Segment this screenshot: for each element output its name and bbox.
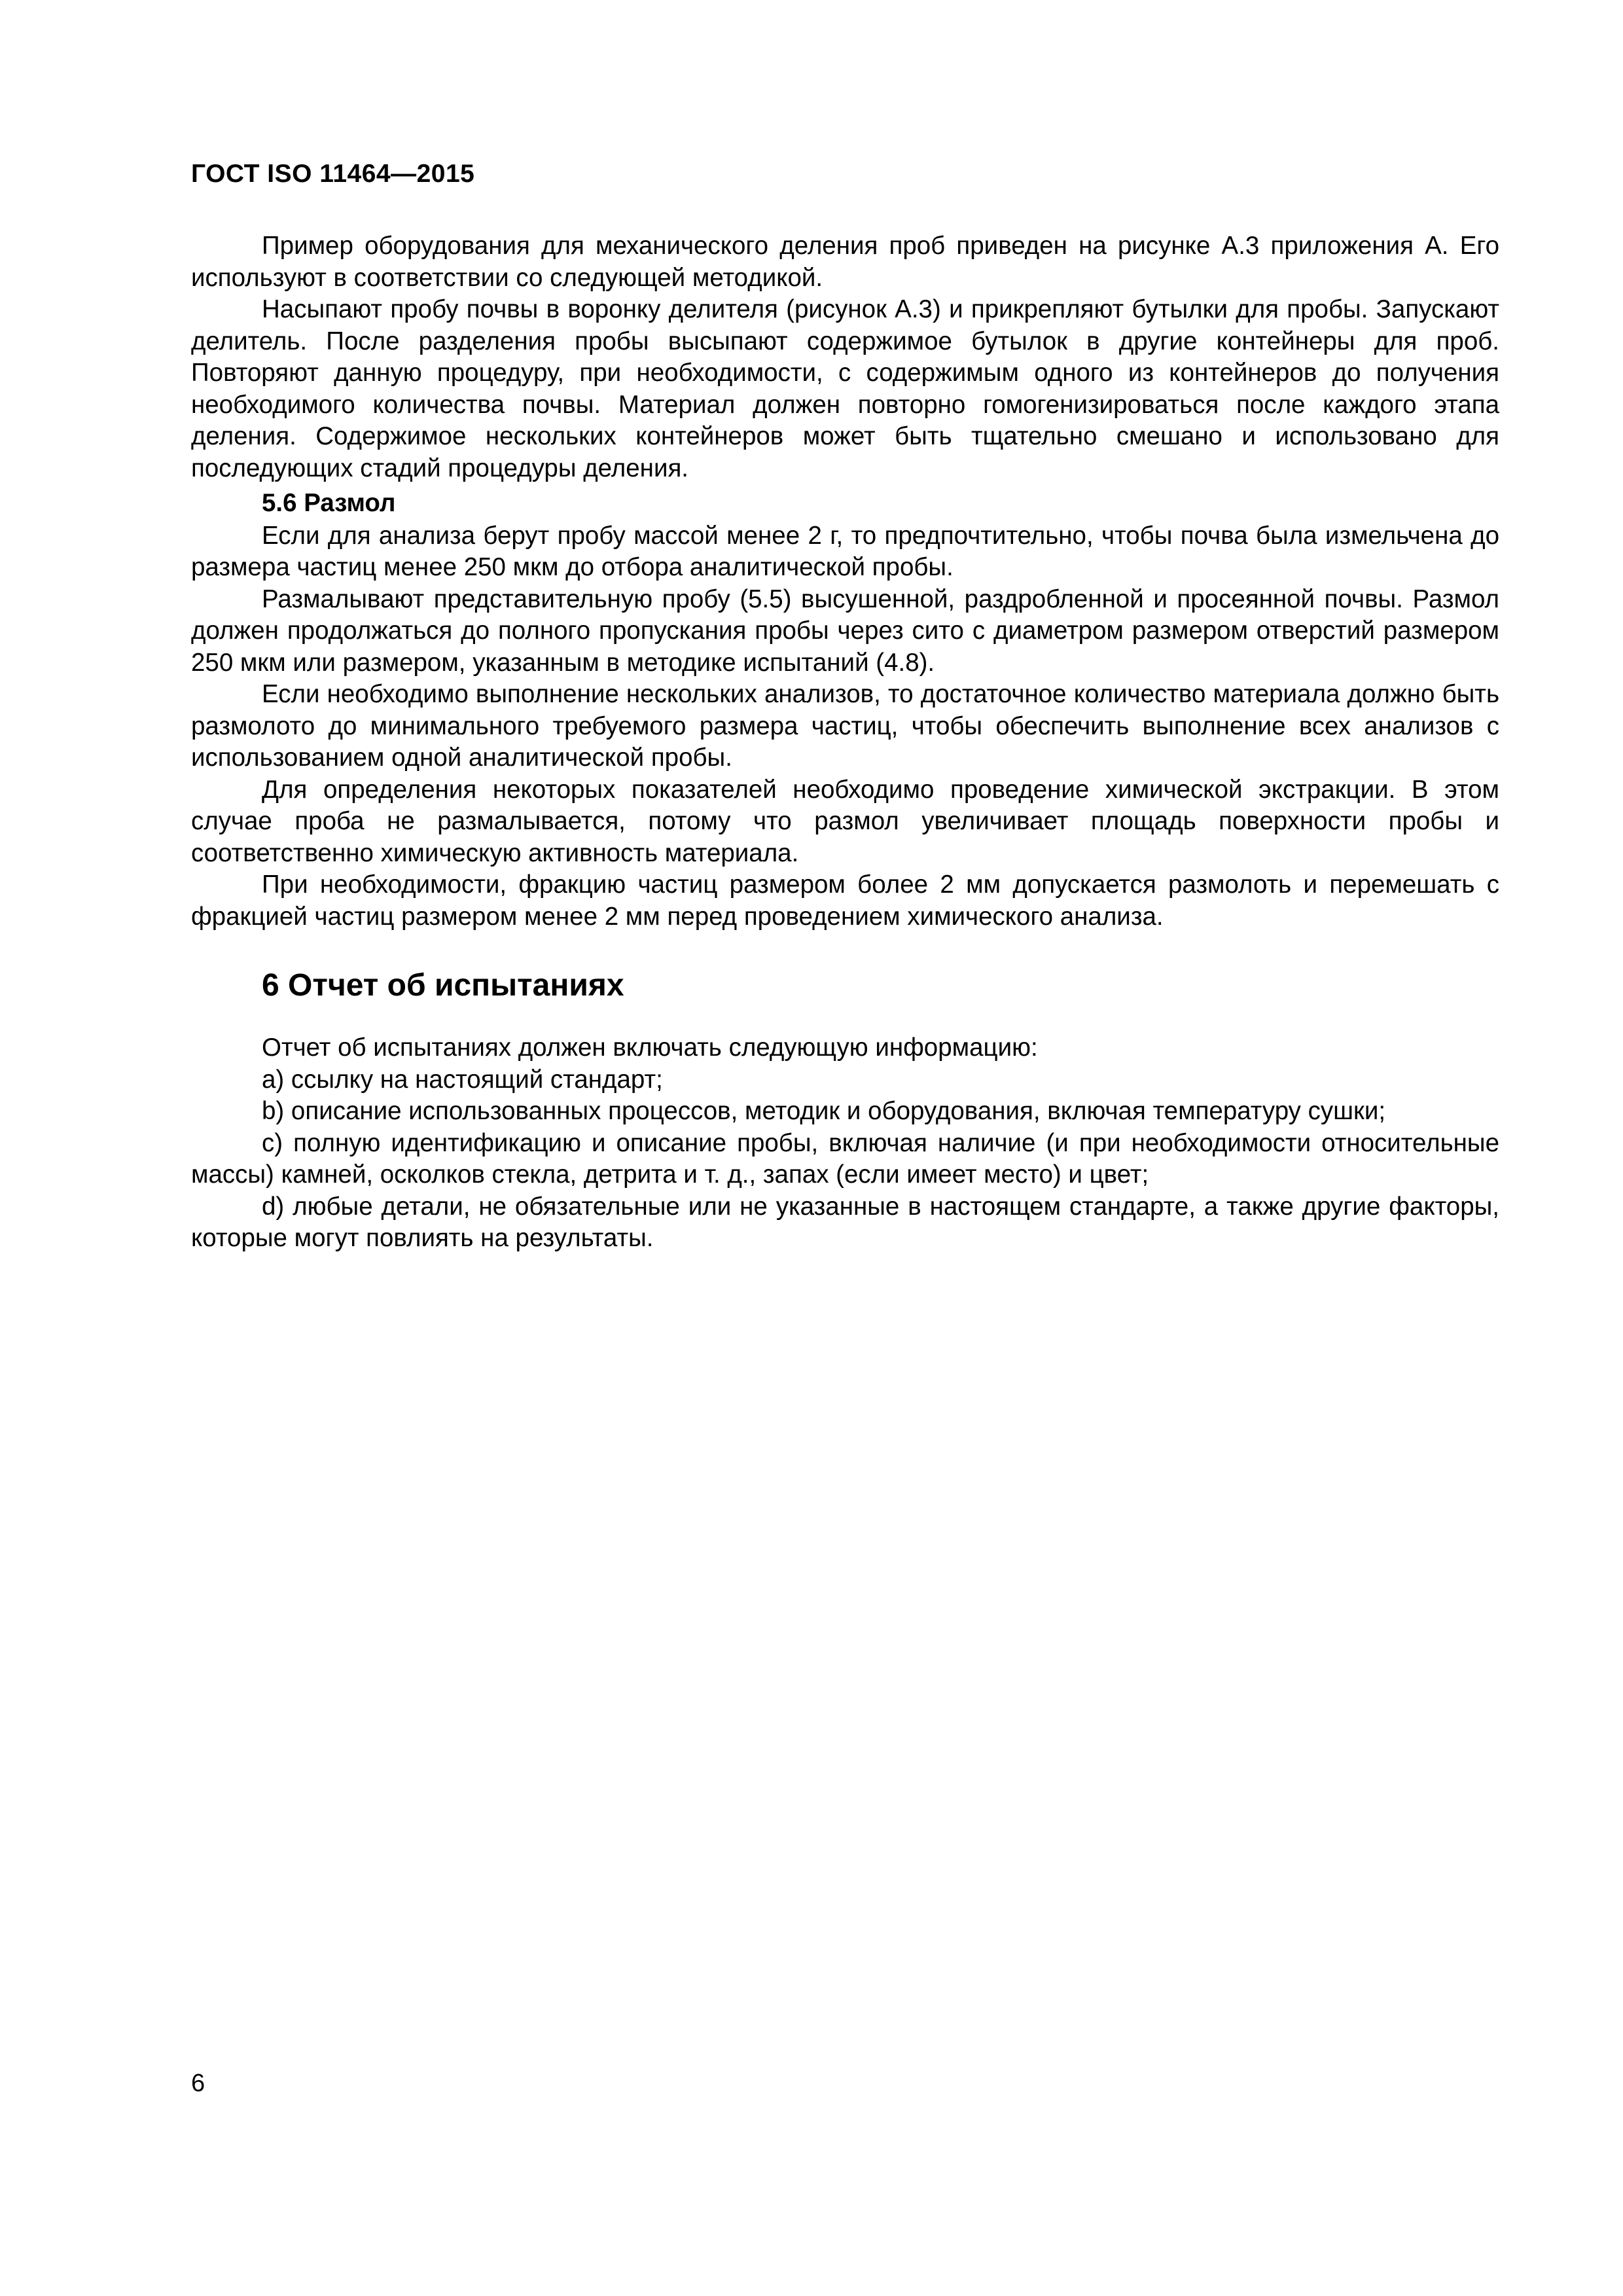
- list-item: d) любые детали, не обязательные или не указанные в настоящем стандарте, а также другие факторы, которые могут повлиять на результаты.: [191, 1192, 1499, 1252]
- report-requirements-list: [191, 1064, 1499, 1255]
- list-item: а) ссылку на настоящий стандарт;: [262, 1065, 663, 1094]
- paragraph-divider-procedure: Насыпают пробу почвы в воронку делителя (рисунок А.3) и прикрепляют бутылки для пробы. Запускают делитель. После разделения пробы высыпают содержимое бутылок в другие контейнеры для проб. Повторяют данную процедуру, при необходимости, с содержимым одного из контейнеров до получения необходимого количества почвы. Материал должен повторно гомогенизироваться после каждого этапа деления. Содержимое нескольких контейнеров может быть тщательно смешано и использовано для последующих стадий процедуры деления.: [191, 295, 1499, 482]
- section-5-6-title: 5.6 Размол: [262, 489, 396, 517]
- page-number: 6: [191, 2070, 205, 2097]
- paragraph-grinding-1: Если для анализа берут пробу массой менее 2 г, то предпочтительно, чтобы почва была измельчена до размера частиц менее 250 мкм до отбора аналитической пробы.: [191, 521, 1499, 581]
- page-content: [191, 230, 1499, 1255]
- list-item: b) описание использованных процессов, методик и оборудования, включая температуру сушки;: [262, 1097, 1386, 1125]
- report-intro: Отчет об испытаниях должен включать следующую информацию:: [262, 1033, 1038, 1062]
- paragraph-grinding-2: Размалывают представительную пробу (5.5) высушенной, раздробленной и просеянной почвы. Размол должен продолжаться до полного пропускания пробы через сито с диаметром размером отверстий размером 250 мкм или размером, указанным в методике испытаний (4.8).: [191, 584, 1499, 677]
- list-item: c) полную идентификацию и описание пробы, включая наличие (и при необходимости относительные массы) камней, осколков стекла, детрита и т. д., запах (если имеет место) и цвет;: [191, 1128, 1499, 1189]
- paragraph-grinding-4: Для определения некоторых показателей необходимо проведение химической экстракции. В этом случае проба не размалывается, потому что размол увеличивает площадь поверхности пробы и соответственно химическую активность материала.: [191, 775, 1499, 867]
- paragraph-equipment-example: Пример оборудования для механического деления проб приведен на рисунке А.3 приложения А. Его используют в соответствии со следующей методикой.: [191, 232, 1499, 292]
- document-header: ГОСТ ISO 11464—2015: [191, 160, 475, 188]
- paragraph-grinding-3: Если необходимо выполнение нескольких анализов, то достаточное количество материала должно быть размолото до минимального требуемого размера частиц, чтобы обеспечить выполнение всех анализов с использованием одной аналитической пробы.: [191, 680, 1499, 772]
- paragraph-grinding-5: При необходимости, фракцию частиц размером более 2 мм допускается размолоть и перемешать с фракцией частиц размером менее 2 мм перед проведением химического анализа.: [191, 870, 1499, 931]
- section-6-title: 6 Отчет об испытаниях: [262, 968, 624, 1003]
